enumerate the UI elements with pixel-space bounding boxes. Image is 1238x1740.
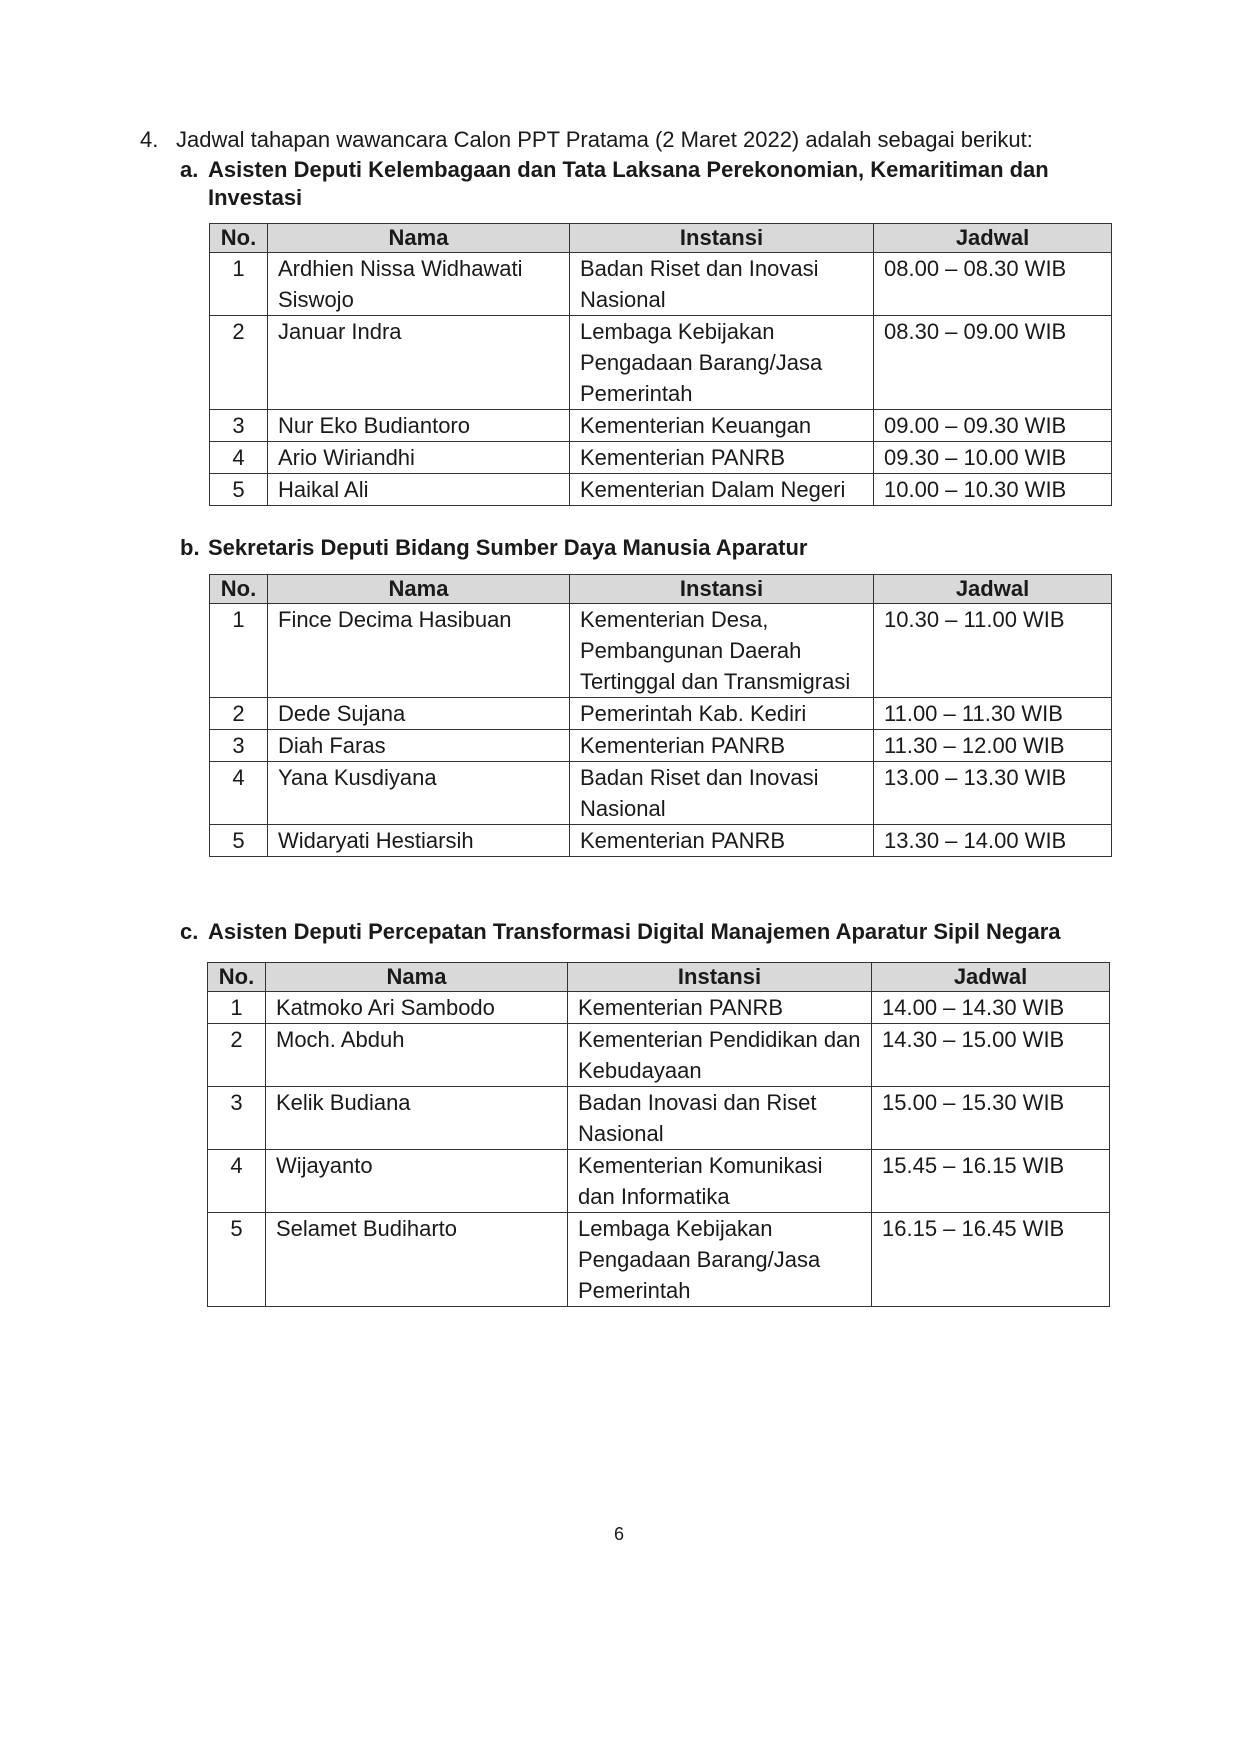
cell-nama: Ario Wiriandhi <box>268 442 570 474</box>
table-row <box>210 698 1112 730</box>
cell-jadwal: 10.00 – 10.30 WIB <box>874 474 1112 506</box>
table-header-row <box>210 575 1112 604</box>
section-title: Asisten Deputi Kelembagaan dan Tata Laksana Perekonomian, Kemaritiman dan Investasi <box>208 157 1049 210</box>
cell-no: 1 <box>208 992 266 1024</box>
header-nama: Nama <box>268 224 570 253</box>
table-row <box>210 474 1112 506</box>
table-row <box>210 762 1112 825</box>
table-row <box>210 825 1112 857</box>
table-row <box>210 410 1112 442</box>
intro-line <box>140 126 1033 154</box>
cell-instansi: Badan Riset dan Inovasi Nasional <box>570 762 874 825</box>
cell-no: 2 <box>210 316 268 410</box>
cell-nama: Januar Indra <box>268 316 570 410</box>
cell-nama: Kelik Budiana <box>266 1087 568 1150</box>
cell-instansi: Pemerintah Kab. Kediri <box>570 698 874 730</box>
cell-jadwal: 16.15 – 16.45 WIB <box>872 1213 1110 1307</box>
schedule-table-a <box>209 223 1112 506</box>
cell-no: 2 <box>210 698 268 730</box>
section-heading-a <box>180 156 1110 212</box>
cell-jadwal: 08.00 – 08.30 WIB <box>874 253 1112 316</box>
table-row <box>210 442 1112 474</box>
table-header-row <box>208 963 1110 992</box>
table-header-row <box>210 224 1112 253</box>
cell-jadwal: 10.30 – 11.00 WIB <box>874 604 1112 698</box>
section-title: Sekretaris Deputi Bidang Sumber Daya Manusia Aparatur <box>208 535 808 560</box>
cell-jadwal: 11.30 – 12.00 WIB <box>874 730 1112 762</box>
table-row <box>208 1024 1110 1087</box>
header-instansi: Instansi <box>568 963 872 992</box>
cell-nama: Nur Eko Budiantoro <box>268 410 570 442</box>
header-instansi: Instansi <box>570 224 874 253</box>
cell-instansi: Kementerian Keuangan <box>570 410 874 442</box>
cell-jadwal: 11.00 – 11.30 WIB <box>874 698 1112 730</box>
section-letter: a. <box>180 157 199 182</box>
cell-no: 3 <box>210 730 268 762</box>
cell-jadwal: 15.45 – 16.15 WIB <box>872 1150 1110 1213</box>
cell-nama: Selamet Budiharto <box>266 1213 568 1307</box>
table-row <box>208 992 1110 1024</box>
section-letter: c. <box>180 919 199 944</box>
cell-jadwal: 13.30 – 14.00 WIB <box>874 825 1112 857</box>
section-letter: b. <box>180 535 200 560</box>
cell-jadwal: 14.00 – 14.30 WIB <box>872 992 1110 1024</box>
cell-instansi: Kementerian PANRB <box>570 825 874 857</box>
header-instansi: Instansi <box>570 575 874 604</box>
header-no: No. <box>210 224 268 253</box>
header-nama: Nama <box>266 963 568 992</box>
intro-text: Jadwal tahapan wawancara Calon PPT Pratama (2 Maret 2022) adalah sebagai berikut: <box>176 127 1033 152</box>
header-jadwal: Jadwal <box>872 963 1110 992</box>
cell-no: 1 <box>210 604 268 698</box>
cell-nama: Ardhien Nissa Widhawati Siswojo <box>268 253 570 316</box>
cell-no: 5 <box>208 1213 266 1307</box>
schedule-table-c <box>207 962 1110 1307</box>
cell-jadwal: 09.00 – 09.30 WIB <box>874 410 1112 442</box>
cell-instansi: Badan Inovasi dan Riset Nasional <box>568 1087 872 1150</box>
cell-no: 3 <box>208 1087 266 1150</box>
cell-instansi: Lembaga Kebijakan Pengadaan Barang/Jasa Pemerintah <box>568 1213 872 1307</box>
cell-nama: Dede Sujana <box>268 698 570 730</box>
table-row <box>210 316 1112 410</box>
cell-jadwal: 14.30 – 15.00 WIB <box>872 1024 1110 1087</box>
cell-nama: Diah Faras <box>268 730 570 762</box>
section-title: Asisten Deputi Percepatan Transformasi Digital Manajemen Aparatur Sipil Negara <box>208 919 1061 944</box>
section-heading-b <box>180 534 1110 562</box>
header-no: No. <box>210 575 268 604</box>
cell-instansi: Lembaga Kebijakan Pengadaan Barang/Jasa Pemerintah <box>570 316 874 410</box>
cell-jadwal: 09.30 – 10.00 WIB <box>874 442 1112 474</box>
schedule-table-b <box>209 574 1112 857</box>
page-number: 6 <box>613 1524 624 1544</box>
cell-jadwal: 13.00 – 13.30 WIB <box>874 762 1112 825</box>
intro-number: 4. <box>140 127 159 152</box>
table-row <box>210 253 1112 316</box>
cell-instansi: Kementerian PANRB <box>570 442 874 474</box>
header-jadwal: Jadwal <box>874 575 1112 604</box>
cell-nama: Wijayanto <box>266 1150 568 1213</box>
cell-no: 4 <box>208 1150 266 1213</box>
cell-no: 4 <box>210 442 268 474</box>
cell-instansi: Kementerian Desa, Pembangunan Daerah Tertinggal dan Transmigrasi <box>570 604 874 698</box>
cell-nama: Haikal Ali <box>268 474 570 506</box>
table-row <box>208 1213 1110 1307</box>
cell-instansi: Kementerian Dalam Negeri <box>570 474 874 506</box>
cell-nama: Widaryati Hestiarsih <box>268 825 570 857</box>
section-heading-c <box>180 918 1110 946</box>
cell-no: 3 <box>210 410 268 442</box>
header-jadwal: Jadwal <box>874 224 1112 253</box>
cell-no: 5 <box>210 825 268 857</box>
cell-nama: Fince Decima Hasibuan <box>268 604 570 698</box>
header-nama: Nama <box>268 575 570 604</box>
table-row <box>210 730 1112 762</box>
cell-no: 4 <box>210 762 268 825</box>
cell-no: 1 <box>210 253 268 316</box>
cell-jadwal: 08.30 – 09.00 WIB <box>874 316 1112 410</box>
cell-instansi: Badan Riset dan Inovasi Nasional <box>570 253 874 316</box>
cell-instansi: Kementerian Komunikasi dan Informatika <box>568 1150 872 1213</box>
cell-instansi: Kementerian Pendidikan dan Kebudayaan <box>568 1024 872 1087</box>
cell-jadwal: 15.00 – 15.30 WIB <box>872 1087 1110 1150</box>
header-no: No. <box>208 963 266 992</box>
cell-instansi: Kementerian PANRB <box>568 992 872 1024</box>
cell-nama: Moch. Abduh <box>266 1024 568 1087</box>
cell-instansi: Kementerian PANRB <box>570 730 874 762</box>
cell-no: 2 <box>208 1024 266 1087</box>
table-row <box>208 1150 1110 1213</box>
cell-no: 5 <box>210 474 268 506</box>
cell-nama: Katmoko Ari Sambodo <box>266 992 568 1024</box>
cell-nama: Yana Kusdiyana <box>268 762 570 825</box>
table-row <box>210 604 1112 698</box>
table-row <box>208 1087 1110 1150</box>
